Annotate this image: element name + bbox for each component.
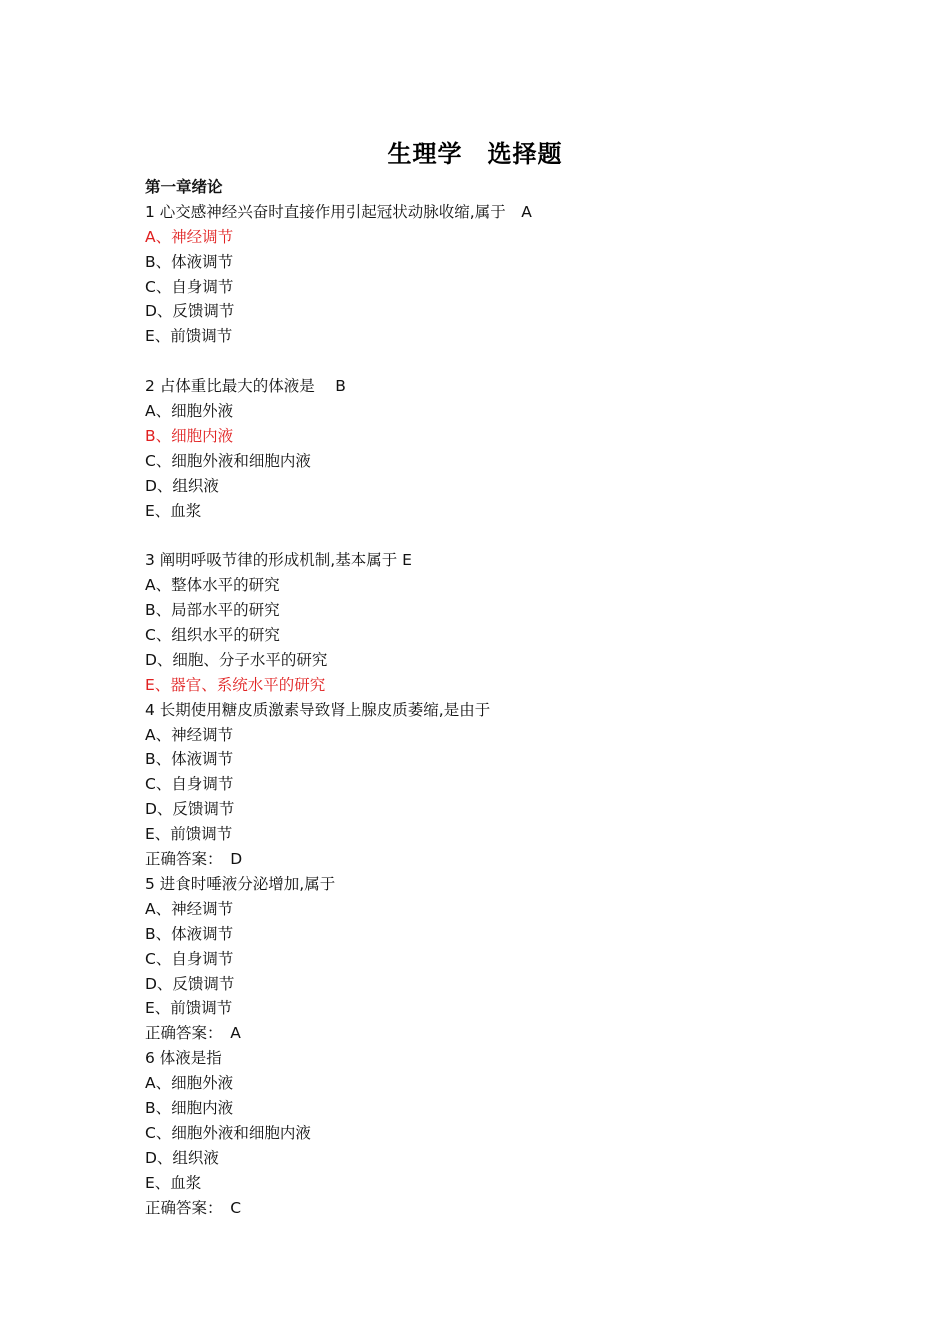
question-line: B、细胞内液 [145,1098,234,1117]
question-line: 5 进食时唾液分泌增加,属于 [145,874,336,893]
question-line: 4 长期使用糖皮质激素导致肾上腺皮质萎缩,是由于 [145,700,491,719]
question-line: C、组织水平的研究 [145,626,280,645]
page-title: 生理学 选择题 [387,139,563,168]
question-lines [145,200,845,1221]
question-line: 2 占体重比最大的体液是 B [145,377,346,396]
question-line: D、组织液 [145,1148,219,1167]
question-line: 正确答案： D [145,850,243,869]
question-line: D、反馈调节 [145,974,235,993]
question-line: C、自身调节 [145,277,234,296]
question-line: C、自身调节 [145,775,234,794]
question-line: E、前馈调节 [145,825,233,844]
question-line: A、神经调节 [145,725,234,744]
question-line: D、细胞、分子水平的研究 [145,650,328,669]
answer-highlighted-option: A、神经调节 [145,227,234,246]
question-line: 3 阐明呼吸节律的形成机制,基本属于 E [145,551,412,570]
question-line: B、体液调节 [145,750,234,769]
question-line: A、整体水平的研究 [145,576,280,595]
question-line: C、自身调节 [145,949,234,968]
question-line: C、细胞外液和细胞内液 [145,451,311,470]
question-line: D、反馈调节 [145,302,235,321]
blank-line [145,523,845,548]
question-line: A、细胞外液 [145,402,234,421]
question-line: B、体液调节 [145,252,234,271]
question-line: 正确答案： C [145,1198,242,1217]
question-line: D、组织液 [145,476,219,495]
question-list [145,175,845,1220]
chapter-heading: 第一章绪论 [145,178,223,196]
question-line: B、体液调节 [145,924,234,943]
question-line: D、反馈调节 [145,800,235,819]
question-line: 1 心交感神经兴奋时直接作用引起冠状动脉收缩,属于 A [145,202,532,221]
question-line: A、细胞外液 [145,1074,234,1093]
question-line: E、血浆 [145,501,202,520]
answer-highlighted-option: E、器官、系统水平的研究 [145,675,326,694]
question-line: 正确答案： A [145,1024,241,1043]
question-line: A、神经调节 [145,899,234,918]
question-line: B、局部水平的研究 [145,601,280,620]
question-line: E、血浆 [145,1173,202,1192]
question-line: E、前馈调节 [145,999,233,1018]
question-line: C、细胞外液和细胞内液 [145,1123,311,1142]
answer-highlighted-option: B、细胞内液 [145,426,234,445]
question-line: 6 体液是指 [145,1049,222,1068]
blank-line [145,349,845,374]
question-line: E、前馈调节 [145,327,233,346]
